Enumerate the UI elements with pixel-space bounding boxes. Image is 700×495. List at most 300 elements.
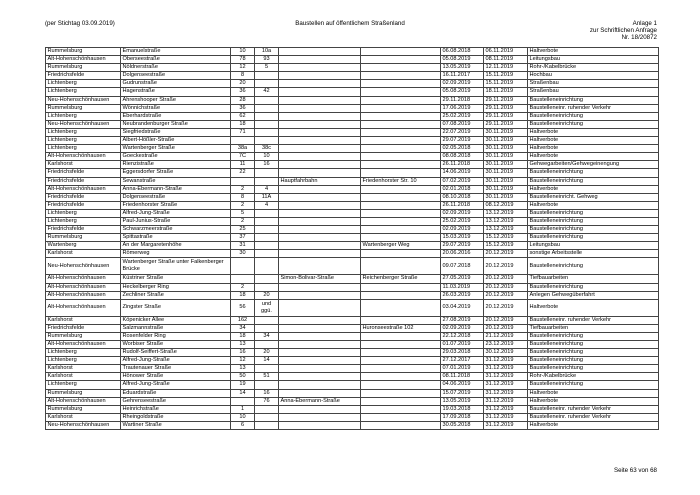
from-street-cell [279,72,361,80]
from-street-cell [279,283,361,291]
work-type-cell: Baustelleneinrichtung [528,226,659,234]
end-date-cell: 31.12.2019 [484,405,528,413]
table-row [46,145,659,153]
to-street-cell [361,357,441,365]
end-date-cell: 31.12.2019 [484,373,528,381]
table-row [46,80,659,88]
street-cell: Emanuelstraße [121,48,231,56]
street-cell: Küstriner Straße [121,275,231,283]
street-cell: Wartenberger Straße [121,145,231,153]
district-cell: Alt-Hohenschönhausen [46,185,121,193]
table-row [46,341,659,349]
start-date-cell: 29.07.2019 [441,242,484,250]
street-cell: Goeckestraße [121,153,231,161]
work-type-cell: Baustelleneinrichtung [528,349,659,357]
start-date-cell: 09.07.2018 [441,258,484,275]
house-from-cell: 22 [231,169,255,177]
house-to-cell [255,209,279,217]
construction-sites-table [45,47,659,430]
street-cell: Zechliner Straße [121,291,231,299]
end-date-cell: 20.12.2019 [484,324,528,332]
to-street-cell [361,341,441,349]
table-row [46,104,659,112]
work-type-cell: Baustelleneinrichtung [528,357,659,365]
house-from-cell: 36 [231,104,255,112]
work-type-cell: Haltverbote [528,299,659,316]
street-cell: Heckelberger Ring [121,283,231,291]
work-type-cell: Gehwegarbeiten/Gehwegeinengung [528,161,659,169]
district-cell: Lichtenberg [46,137,121,145]
end-date-cell: 21.12.2019 [484,332,528,340]
to-street-cell [361,153,441,161]
start-date-cell: 26.11.2018 [441,161,484,169]
end-date-cell: 31.12.2019 [484,421,528,429]
house-from-cell: 18 [231,291,255,299]
house-to-cell: 10 [255,153,279,161]
table-row [46,128,659,136]
district-cell: Lichtenberg [46,128,121,136]
house-to-cell: 93 [255,56,279,64]
to-street-cell [361,80,441,88]
work-type-cell: Baustelleneinr. ruhender Verkehr [528,405,659,413]
street-cell: Salzmannstraße [121,324,231,332]
work-type-cell: Baustelleneinrichtung [528,332,659,340]
to-street-cell [361,128,441,136]
end-date-cell: 30.11.2019 [484,128,528,136]
from-street-cell [279,258,361,275]
house-from-cell: 28 [231,96,255,104]
house-to-cell: 51 [255,373,279,381]
district-cell: Lichtenberg [46,217,121,225]
end-date-cell: 08.12.2019 [484,201,528,209]
to-street-cell [361,64,441,72]
end-date-cell: 31.12.2019 [484,381,528,389]
end-date-cell: 31.12.2019 [484,365,528,373]
house-to-cell [255,80,279,88]
end-date-cell: 15.12.2019 [484,234,528,242]
house-to-cell [255,365,279,373]
work-type-cell: Straßenbau [528,80,659,88]
district-cell: Alt-Hohenschönhausen [46,341,121,349]
table-row [46,324,659,332]
to-street-cell: Reichenberger Straße [361,275,441,283]
work-type-cell: Baustelleneinrichtung [528,234,659,242]
end-date-cell: 15.11.2019 [484,80,528,88]
start-date-cell: 30.05.2018 [441,421,484,429]
house-to-cell [255,283,279,291]
street-cell: Nöldnerstraße [121,64,231,72]
house-from-cell: 2 [231,217,255,225]
street-cell: Rheingoldstraße [121,413,231,421]
work-type-cell: Haltverbote [528,185,659,193]
street-cell: Spittastraße [121,234,231,242]
house-to-cell: 42 [255,88,279,96]
work-type-cell: Baustelleneinrichtung [528,341,659,349]
district-cell: Lichtenberg [46,80,121,88]
to-street-cell [361,169,441,177]
end-date-cell: 31.12.2019 [484,413,528,421]
house-to-cell: 11A [255,193,279,201]
table-row [46,316,659,324]
district-cell: Lichtenberg [46,88,121,96]
end-date-cell: 30.12.2019 [484,349,528,357]
end-date-cell: 29.11.2019 [484,104,528,112]
work-type-cell: Anlegen Gehwegüberfahrt [528,291,659,299]
street-cell: Neubrandenburger Straße [121,120,231,128]
district-cell: Alt-Hohenschönhausen [46,153,121,161]
table-row [46,349,659,357]
street-cell: Anna-Ebermann-Straße [121,185,231,193]
from-street-cell [279,299,361,316]
district-cell: Alt-Hohenschönhausen [46,299,121,316]
district-cell: Karlshorst [46,250,121,258]
start-date-cell: 19.03.2018 [441,405,484,413]
from-street-cell [279,226,361,234]
end-date-cell: 15.11.2019 [484,72,528,80]
house-from-cell [231,177,255,185]
table-row [46,421,659,429]
end-date-cell: 30.11.2019 [484,177,528,185]
header-reference-line: zur Schriftlichen Anfrage [589,27,657,35]
from-street-cell [279,80,361,88]
street-cell: Heinrichstraße [121,405,231,413]
to-street-cell [361,283,441,291]
from-street-cell [279,153,361,161]
table-row [46,397,659,405]
house-to-cell: 38c [255,145,279,153]
from-street-cell: Hauptfahrbahn [279,177,361,185]
street-cell: Wartenberger Straße unter Falkenberger Brücke [121,258,231,275]
district-cell: Alt-Hohenschönhausen [46,397,121,405]
house-from-cell: 11 [231,161,255,169]
from-street-cell [279,209,361,217]
district-cell: Friedrichsfelde [46,324,121,332]
from-street-cell [279,234,361,242]
table-row [46,112,659,120]
work-type-cell: Baustelleneinrichtung [528,112,659,120]
district-cell: Lichtenberg [46,357,121,365]
table-row [46,242,659,250]
table-row [46,250,659,258]
start-date-cell: 07.08.2019 [441,120,484,128]
from-street-cell [279,217,361,225]
header-reference-line: Nr. 18/20872 [621,34,657,42]
house-to-cell [255,381,279,389]
district-cell: Rummelsburg [46,234,121,242]
district-cell: Karlshorst [46,161,121,169]
end-date-cell: 13.12.2019 [484,209,528,217]
work-type-cell: Haltverbote [528,397,659,405]
district-cell: Alt-Hohenschönhausen [46,291,121,299]
work-type-cell: Haltverbote [528,145,659,153]
house-to-cell: 10a [255,48,279,56]
street-cell: Albert-Hößler-Straße [121,137,231,145]
table-row [46,365,659,373]
house-from-cell: 71 [231,128,255,136]
start-date-cell: 25.02.2019 [441,217,484,225]
house-to-cell [255,405,279,413]
work-type-cell: Baustelleneinrichtung [528,217,659,225]
page-title: Baustellen auf öffentlichem Straßenland [295,20,405,27]
district-cell: Rummelsburg [46,405,121,413]
to-street-cell [361,120,441,128]
start-date-cell: 02.09.2019 [441,226,484,234]
street-cell: Eberhardstraße [121,112,231,120]
work-type-cell: Baustelleneinrichtung [528,209,659,217]
end-date-cell: 20.12.2019 [484,291,528,299]
start-date-cell: 27.05.2019 [441,275,484,283]
street-cell: Rudolf-Seiffert-Straße [121,349,231,357]
from-street-cell [279,349,361,357]
end-date-cell: 18.11.2019 [484,88,528,96]
district-cell: Alt-Hohenschönhausen [46,283,121,291]
work-type-cell: Baustelleneinr. ruhender Verkehr [528,316,659,324]
from-street-cell [279,201,361,209]
to-street-cell [361,299,441,316]
district-cell: Rummelsburg [46,64,121,72]
end-date-cell: 30.11.2019 [484,185,528,193]
start-date-cell: 20.06.2016 [441,250,484,258]
to-street-cell: Huronseestraße 102 [361,324,441,332]
house-from-cell: 78 [231,56,255,64]
end-date-cell: 30.11.2019 [484,169,528,177]
start-date-cell: 15.07.2019 [441,389,484,397]
work-type-cell: Rohr-/Kabelbrücke [528,64,659,72]
to-street-cell [361,193,441,201]
end-date-cell: 31.12.2019 [484,397,528,405]
to-street-cell [361,250,441,258]
to-street-cell [361,405,441,413]
start-date-cell: 02.05.2018 [441,145,484,153]
to-street-cell [361,365,441,373]
street-cell: Worbiser Straße [121,341,231,349]
to-street-cell [361,72,441,80]
from-street-cell: Anna-Ebermann-Straße [279,397,361,405]
from-street-cell [279,324,361,332]
work-type-cell: Tiefbauarbeiten [528,324,659,332]
house-to-cell [255,316,279,324]
to-street-cell [361,104,441,112]
district-cell: Alt-Hohenschönhausen [46,275,121,283]
end-date-cell: 31.12.2019 [484,389,528,397]
work-type-cell: Rohr-/Kabelbrücke [528,373,659,381]
district-cell: Lichtenberg [46,209,121,217]
to-street-cell [361,291,441,299]
end-date-cell: 30.11.2019 [484,193,528,201]
house-from-cell [231,137,255,145]
work-type-cell: Baustelleneinrichtung [528,283,659,291]
street-cell: An der Margaretenhöhe [121,242,231,250]
house-to-cell [255,177,279,185]
work-type-cell: Leitungsbau [528,56,659,64]
house-to-cell [255,341,279,349]
house-from-cell: 36 [231,88,255,96]
start-date-cell: 07.01.2019 [441,365,484,373]
street-cell: Friedenhorster Straße [121,201,231,209]
house-to-cell [255,250,279,258]
street-cell: Wönnichstraße [121,104,231,112]
district-cell: Neu-Hohenschönhausen [46,120,121,128]
table-row [46,258,659,275]
start-date-cell: 26.03.2019 [441,291,484,299]
to-street-cell [361,381,441,389]
work-type-cell: Baustelleneinrichtung [528,365,659,373]
work-type-cell: Baustelleneinrichtung [528,169,659,177]
start-date-cell: 14.06.2019 [441,169,484,177]
district-cell: Karlshorst [46,373,121,381]
table-row [46,169,659,177]
table-row [46,234,659,242]
street-cell: Römerweg [121,250,231,258]
table-row [46,217,659,225]
table-row [46,389,659,397]
table-row [46,283,659,291]
house-from-cell: 34 [231,324,255,332]
table-row [46,275,659,283]
table-row [46,72,659,80]
district-cell: Lichtenberg [46,145,121,153]
start-date-cell: 02.01.2018 [441,185,484,193]
street-cell: Oberseestraße [121,56,231,64]
house-from-cell [231,397,255,405]
table-row [46,120,659,128]
table-row [46,299,659,316]
end-date-cell: 20.12.2019 [484,299,528,316]
work-type-cell: Straßenbau [528,88,659,96]
house-to-cell [255,112,279,120]
district-cell: Karlshorst [46,413,121,421]
house-to-cell [255,120,279,128]
house-to-cell: 20 [255,349,279,357]
end-date-cell: 30.11.2019 [484,153,528,161]
street-cell: Paul-Junius-Straße [121,217,231,225]
from-street-cell [279,96,361,104]
to-street-cell [361,201,441,209]
house-to-cell: 16 [255,161,279,169]
work-type-cell: Baustelleneinrichtung [528,177,659,185]
end-date-cell: 23.12.2019 [484,341,528,349]
street-cell: Hagenstraße [121,88,231,96]
house-to-cell [255,96,279,104]
house-from-cell: 13 [231,341,255,349]
end-date-cell: 13.12.2019 [484,217,528,225]
table-row [46,64,659,72]
house-to-cell [255,137,279,145]
district-cell: Neu-Hohenschönhausen [46,421,121,429]
from-street-cell [279,381,361,389]
house-to-cell [255,169,279,177]
to-street-cell: Wartenberger Weg [361,242,441,250]
table-row [46,48,659,56]
start-date-cell: 22.12.2018 [441,332,484,340]
street-cell: Alfred-Jung-Straße [121,381,231,389]
to-street-cell [361,96,441,104]
to-street-cell [361,88,441,96]
start-date-cell: 01.07.2019 [441,341,484,349]
start-date-cell: 17.06.2019 [441,104,484,112]
house-from-cell: 56 [231,299,255,316]
start-date-cell: 08.11.2018 [441,373,484,381]
district-cell: Karlshorst [46,316,121,324]
table-row [46,405,659,413]
table-row [46,177,659,185]
house-to-cell [255,242,279,250]
to-street-cell [361,332,441,340]
district-cell: Friedrichsfelde [46,169,121,177]
start-date-cell: 26.11.2018 [441,201,484,209]
house-from-cell: 18 [231,120,255,128]
start-date-cell: 05.08.2019 [441,88,484,96]
end-date-cell: 12.11.2019 [484,64,528,72]
end-date-cell: 13.12.2019 [484,226,528,234]
from-street-cell [279,421,361,429]
start-date-cell: 02.09.2019 [441,324,484,332]
to-street-cell [361,226,441,234]
district-cell: Karlshorst [46,365,121,373]
to-street-cell [361,185,441,193]
work-type-cell: Haltverbote [528,153,659,161]
table-row [46,161,659,169]
district-cell: Rummelsburg [46,104,121,112]
house-from-cell: 14 [231,389,255,397]
house-to-cell [255,421,279,429]
work-type-cell: sonstige Arbeitsstelle [528,250,659,258]
table-row [46,56,659,64]
from-street-cell [279,185,361,193]
start-date-cell: 29.11.2018 [441,96,484,104]
street-cell: Alfred-Jung-Straße [121,209,231,217]
district-cell: Rummelsburg [46,389,121,397]
end-date-cell: 29.11.2019 [484,120,528,128]
page-number: Seite 63 von 68 [613,467,657,474]
to-street-cell [361,48,441,56]
house-from-cell: 12 [231,64,255,72]
to-street-cell [361,413,441,421]
end-date-cell: 20.12.2019 [484,250,528,258]
street-cell: Rienzistraße [121,161,231,169]
header-date-note: (per Stichtag 03.09.2019) [45,20,115,27]
start-date-cell: 17.09.2018 [441,413,484,421]
from-street-cell [279,389,361,397]
house-to-cell: 76 [255,397,279,405]
house-to-cell [255,275,279,283]
street-cell: Trautenauer Straße [121,365,231,373]
table-row [46,185,659,193]
work-type-cell: Baustelleneinrichtung [528,96,659,104]
street-cell: Gehrenseestraße [121,397,231,405]
start-date-cell: 08.10.2018 [441,193,484,201]
house-to-cell [255,258,279,275]
street-cell: Ahrenshooper Straße [121,96,231,104]
house-from-cell: 162 [231,316,255,324]
street-cell: Gudrunstraße [121,80,231,88]
table-row [46,332,659,340]
table-row [46,291,659,299]
house-from-cell [231,258,255,275]
end-date-cell: 30.11.2019 [484,145,528,153]
work-type-cell: Baustelleneinr. ruhender Verkehr [528,104,659,112]
district-cell: Rummelsburg [46,48,121,56]
to-street-cell [361,316,441,324]
work-type-cell: Haltverbote [528,201,659,209]
from-street-cell [279,250,361,258]
house-from-cell: 13 [231,365,255,373]
table-row [46,201,659,209]
house-from-cell: 5 [231,209,255,217]
start-date-cell: 22.07.2019 [441,128,484,136]
table-row [46,413,659,421]
start-date-cell: 07.02.2019 [441,177,484,185]
